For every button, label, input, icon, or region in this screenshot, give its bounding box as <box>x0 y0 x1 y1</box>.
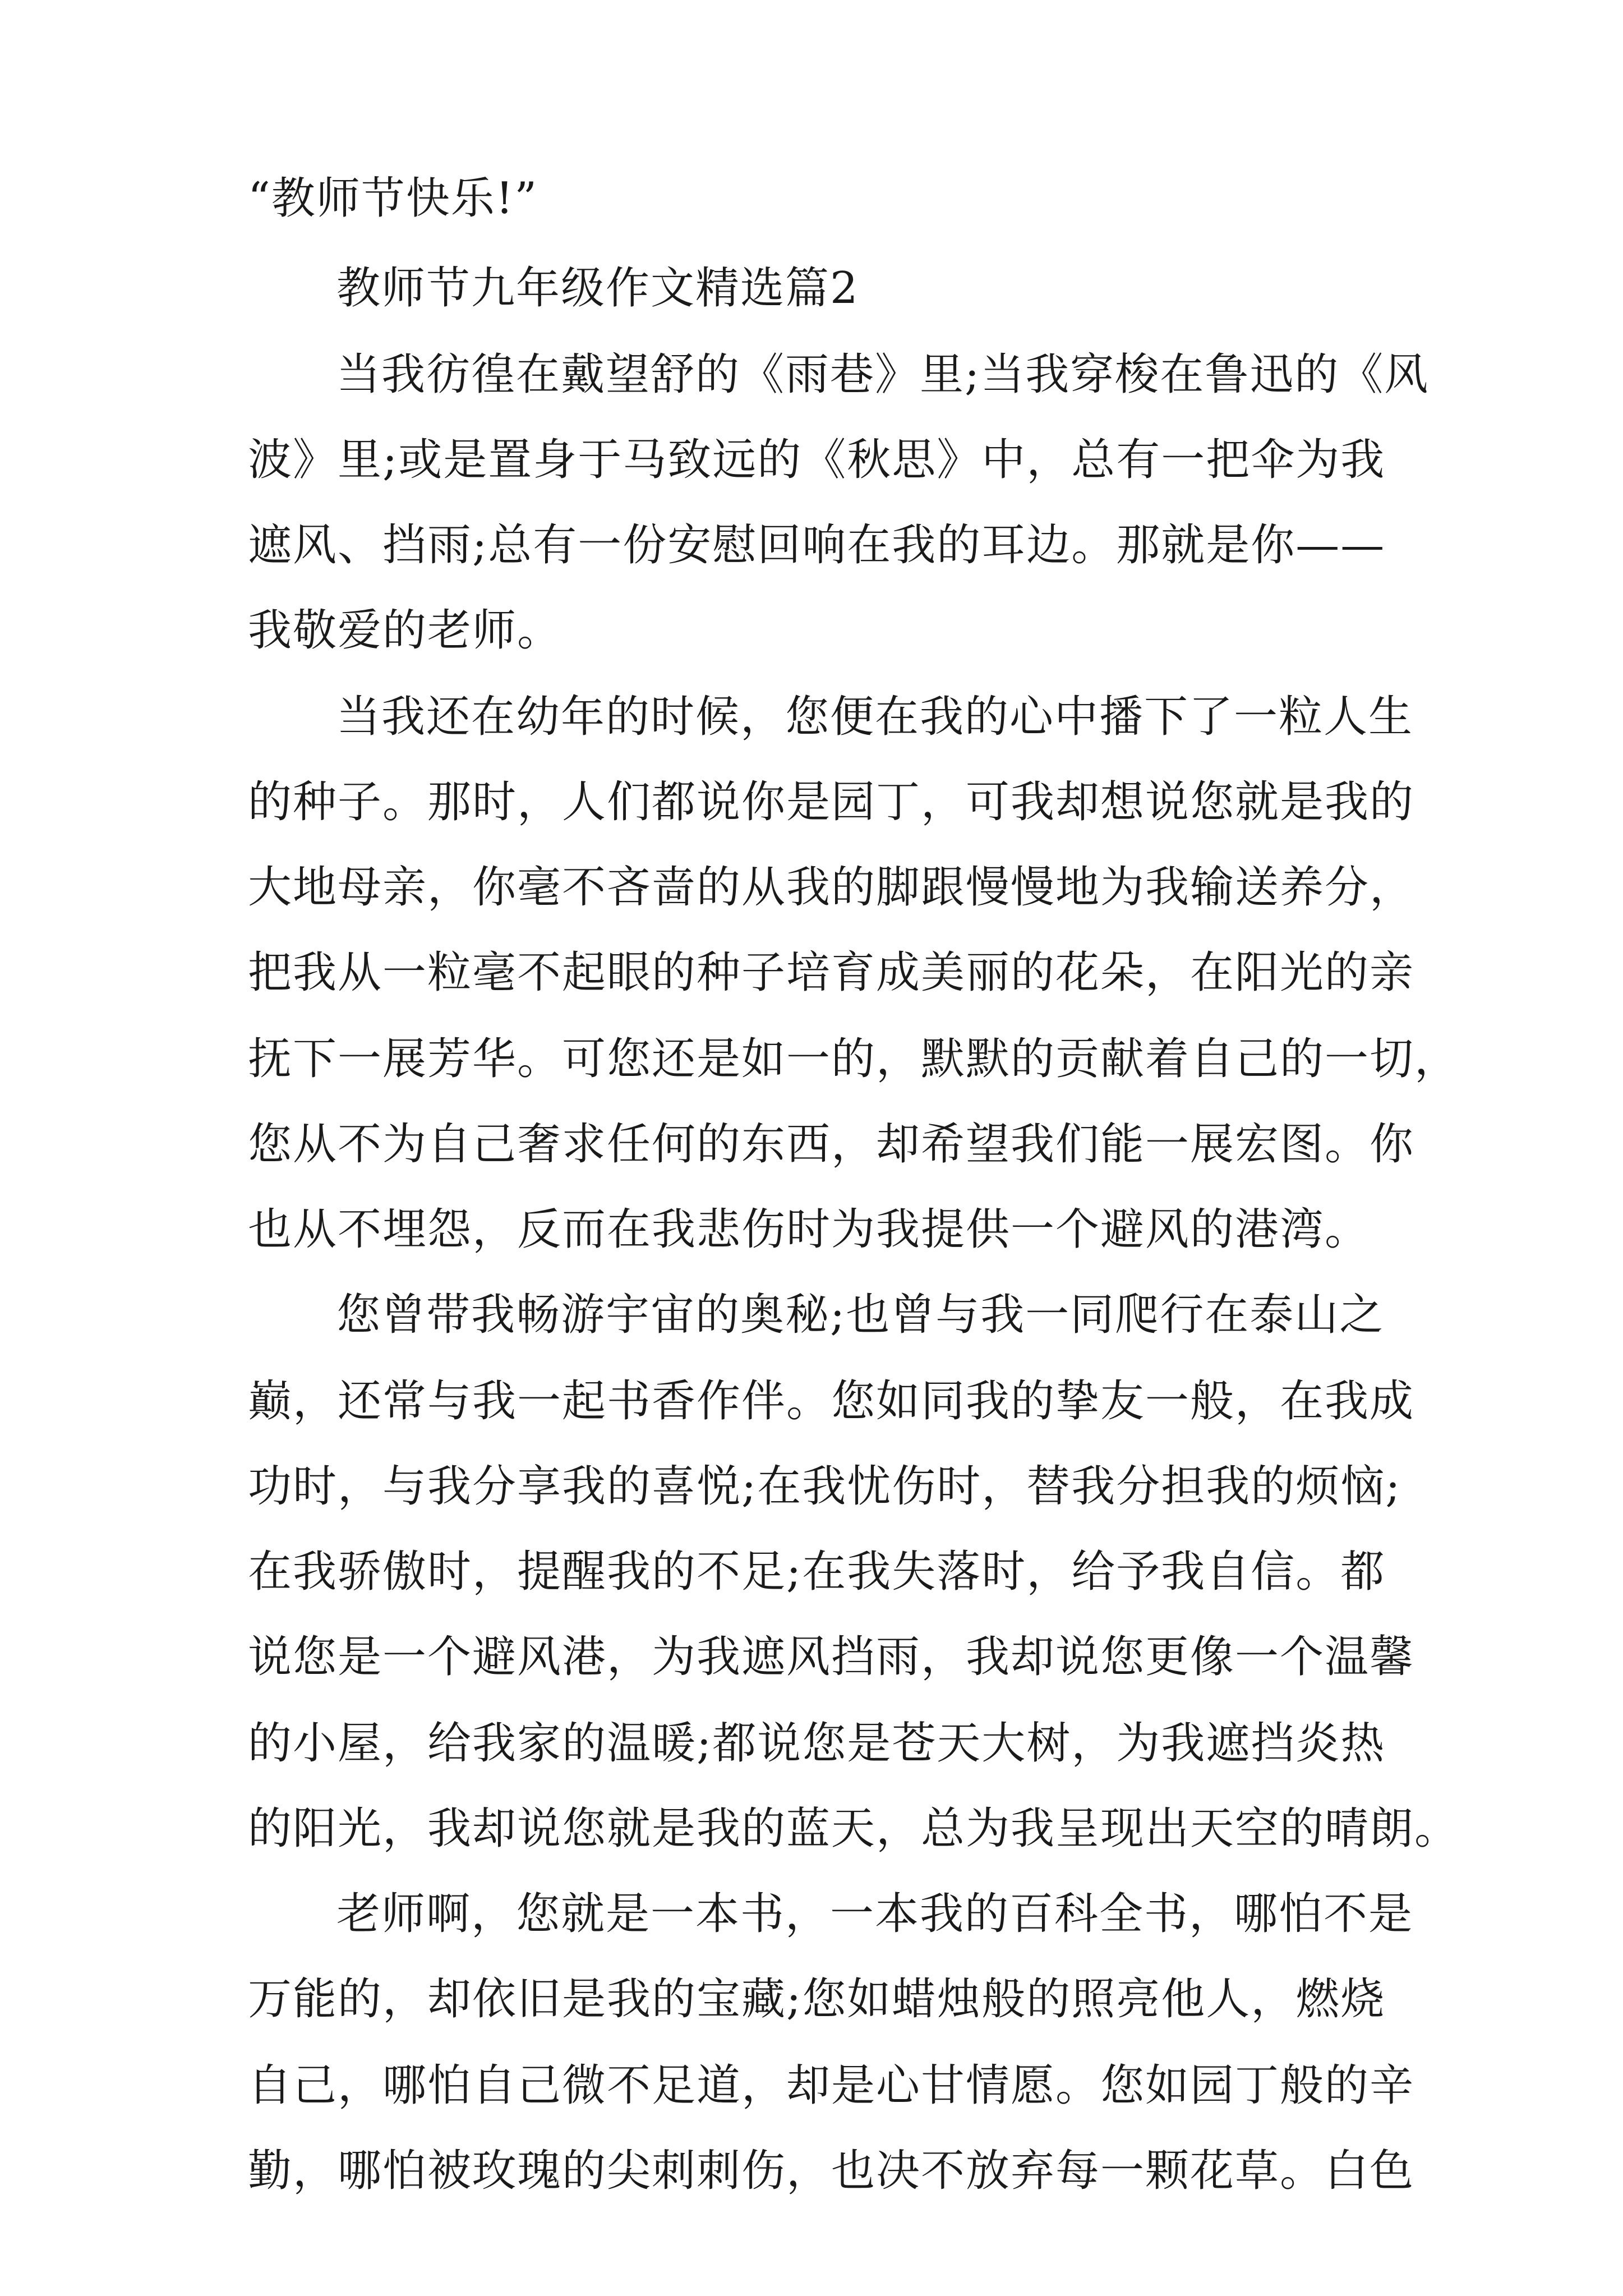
body-line: 抚下一展芳华。可您还是如一的，默默的贡献着自己的一切， <box>248 1034 1460 1084</box>
body-line: 我敬爱的老师。 <box>248 605 562 656</box>
body-line: 当我还在幼年的时候，您便在我的心中播下了一粒人生 <box>336 692 1414 742</box>
body-line: 说您是一个避风港，为我遮风挡雨，我却说您更像一个温馨 <box>248 1632 1415 1682</box>
body-line: 波》里;或是置身于马致远的《秋思》中，总有一把伞为我 <box>248 435 1386 485</box>
body-line: 把我从一粒毫不起眼的种子培育成美丽的花朵，在阳光的亲 <box>248 947 1415 998</box>
body-line: 的种子。那时，人们都说你是园丁，可我却想说您就是我的 <box>248 777 1415 827</box>
body-line: 遮风、挡雨;总有一份安慰回响在我的耳边。那就是你—— <box>248 520 1386 570</box>
body-line: 自己，哪怕自己微不足道，却是心甘情愿。您如园丁般的辛 <box>248 2060 1415 2111</box>
body-line: 您从不为自己奢求任何的东西，却希望我们能一展宏图。你 <box>248 1119 1415 1170</box>
body-line: 勤，哪怕被玫瑰的尖刺刺伤，也决不放弃每一颗花草。白色 <box>248 2146 1415 2196</box>
body-line: 老师啊，您就是一本书，一本我的百科全书，哪怕不是 <box>336 1889 1414 1939</box>
body-line: 的小屋，给我家的温暖;都说您是苍天大树，为我遮挡炎热 <box>248 1718 1386 1769</box>
section-title: 教师节九年级作文精选篇2 <box>336 263 859 314</box>
body-line: 大地母亲，你毫不吝啬的从我的脚跟慢慢地为我输送养分， <box>248 862 1415 913</box>
body-line: 万能的，却依旧是我的宝藏;您如蜡烛般的照亮他人，燃烧 <box>248 1974 1386 2024</box>
body-line: 在我骄傲时，提醒我的不足;在我失落时，给予我自信。都 <box>248 1547 1386 1597</box>
greeting-line: “教师节快乐!” <box>248 173 538 224</box>
body-line: 您曾带我畅游宇宙的奥秘;也曾与我一同爬行在泰山之 <box>336 1290 1385 1340</box>
body-line: 也从不埋怨，反而在我悲伤时为我提供一个避风的港湾。 <box>248 1204 1370 1255</box>
body-line: 的阳光，我却说您就是我的蓝天，总为我呈现出天空的晴朗。 <box>248 1803 1460 1854</box>
body-line: 功时，与我分享我的喜悦;在我忧伤时，替我分担我的烦恼; <box>248 1461 1401 1512</box>
body-line: 巅，还常与我一起书香作伴。您如同我的挚友一般，在我成 <box>248 1376 1415 1427</box>
body-line: 当我彷徨在戴望舒的《雨巷》里;当我穿梭在鲁迅的《风 <box>336 349 1430 400</box>
